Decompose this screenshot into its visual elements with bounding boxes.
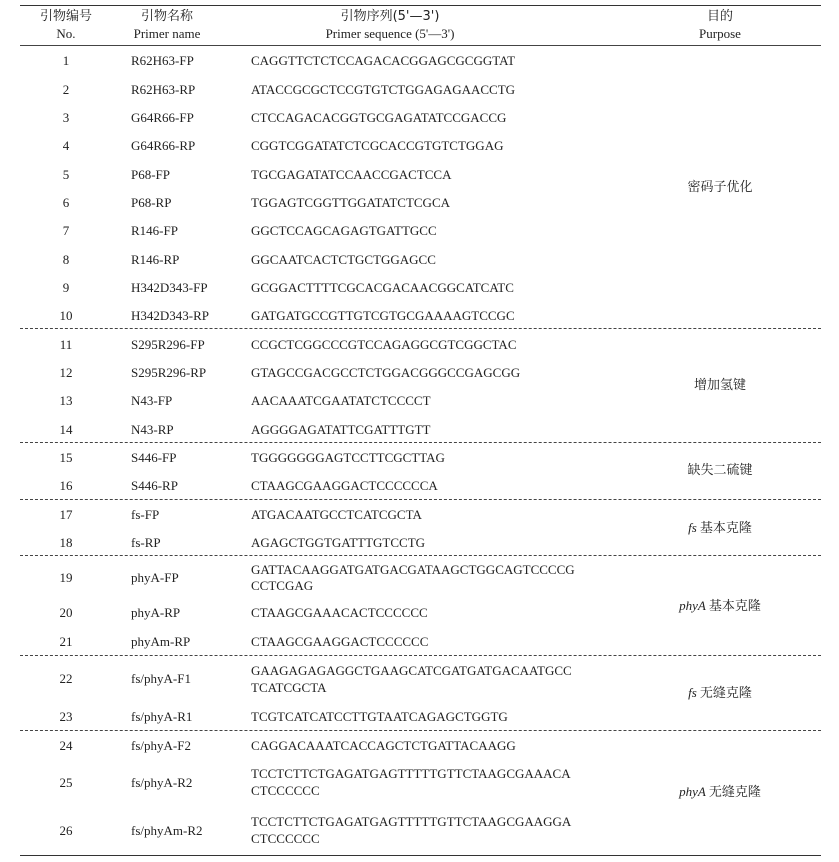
table-bottom-rule <box>20 855 821 856</box>
row-primer-name: N43-FP <box>131 393 173 408</box>
row-primer-name: fs/phyA-F1 <box>131 671 191 686</box>
row-no: 25 <box>59 775 73 790</box>
row-primer-name: N43-RP <box>131 422 174 437</box>
purpose-codon-optimization: 密码子优化 <box>687 180 753 195</box>
row-primer-name: phyAm-RP <box>131 634 191 649</box>
row-primer-name: H342D343-FP <box>131 280 208 295</box>
header-bottom-rule <box>20 45 821 46</box>
row-sequence: GCGGACTTTTCGCACGACAACGGCATCATC <box>251 280 514 295</box>
purpose-label: 基本克隆 <box>699 521 752 536</box>
row-no: 1 <box>62 53 70 68</box>
purpose-gene-name: phyA <box>679 598 706 613</box>
row-no: 6 <box>62 195 70 210</box>
group-divider <box>20 499 821 500</box>
header-sequence <box>250 8 530 42</box>
row-sequence: TGGAGTCGGTTGGATATCTCGCA <box>251 195 451 210</box>
row-sequence: CGGTCGGATATCTCGCACCGTGTCTGGAG <box>251 138 504 153</box>
purpose-fs-seamless-cloning <box>640 684 800 702</box>
row-primer-name: S446-RP <box>131 478 178 493</box>
header-no <box>20 8 112 42</box>
row-no: 21 <box>59 634 73 649</box>
header-name-en: Primer name <box>133 26 201 41</box>
header-name-zh: 引物名称 <box>140 9 193 24</box>
row-sequence: TGGGGGGGAGTCCTTCGCTTAG <box>251 450 445 465</box>
row-primer-name: fs/phyAm-R2 <box>131 823 203 838</box>
row-primer-name: phyA-RP <box>131 605 181 620</box>
row-primer-name: R146-RP <box>131 252 180 267</box>
header-seq-zh: 引物序列(5'—3') <box>340 9 440 24</box>
row-sequence: CTAAGCGAAGGACTCCCCCC <box>251 634 429 649</box>
purpose-fs-basic-cloning <box>640 519 800 537</box>
header-purpose-en: Purpose <box>699 26 741 41</box>
row-sequence: TCGTCATCATCCTTGTAATCAGAGCTGGTG <box>251 709 508 724</box>
row-no: 22 <box>59 671 73 686</box>
row-primer-name: R146-FP <box>131 223 178 238</box>
row-no: 16 <box>59 478 73 493</box>
row-sequence: TCCTCTTCTGAGATGAGTTTTTGTTCTAAGCGAAGGA <box>251 814 572 829</box>
row-no: 11 <box>59 337 73 352</box>
row-no: 23 <box>59 709 73 724</box>
purpose-label: 无缝克隆 <box>699 686 752 701</box>
row-sequence: AACAAATCGAATATCTCCCCT <box>251 393 431 408</box>
row-no: 24 <box>59 738 73 753</box>
row-no: 3 <box>62 110 70 125</box>
row-no: 20 <box>59 605 73 620</box>
header-no-en: No. <box>56 26 76 41</box>
purpose-label: 无缝克隆 <box>708 785 761 800</box>
group-divider <box>20 328 821 329</box>
row-no: 2 <box>62 82 70 97</box>
row-sequence: GGCAATCACTCTGCTGGAGCC <box>251 252 436 267</box>
row-sequence: TCCTCTTCTGAGATGAGTTTTTGTTCTAAGCGAAACA <box>251 766 571 781</box>
row-sequence: GAAGAGAGAGGCTGAAGCATCGATGATGACAATGCC <box>251 663 572 678</box>
row-no: 14 <box>59 422 73 437</box>
purpose-gene-name: phyA <box>679 784 706 799</box>
row-no: 10 <box>59 308 73 323</box>
row-primer-name: G64R66-FP <box>131 110 194 125</box>
row-primer-name: R62H63-RP <box>131 82 196 97</box>
purpose-gene-name: fs <box>688 520 697 535</box>
header-seq-en: Primer sequence (5'—3') <box>325 26 455 41</box>
row-sequence: TGCGAGATATCCAACCGACTCCA <box>251 167 452 182</box>
row-primer-name: phyA-FP <box>131 570 179 585</box>
purpose-delete-disulfide: 缺失二硫键 <box>687 463 753 478</box>
row-no: 5 <box>62 167 70 182</box>
row-sequence: CTAAGCGAAACACTCCCCCC <box>251 605 428 620</box>
row-sequence: CAGGACAAATCACCAGCTCTGATTACAAGG <box>251 738 516 753</box>
row-sequence: AGGGGAGATATTCGATTTGTT <box>251 422 431 437</box>
row-primer-name: S295R296-FP <box>131 337 205 352</box>
purpose-phya-seamless-cloning <box>640 783 800 801</box>
row-no: 26 <box>59 823 73 838</box>
row-no: 12 <box>59 365 73 380</box>
row-sequence: AGAGCTGGTGATTTGTCCTG <box>251 535 426 550</box>
row-primer-name: fs/phyA-R1 <box>131 709 193 724</box>
purpose-phya-basic-cloning <box>640 597 800 615</box>
row-no: 19 <box>59 570 73 585</box>
group-divider <box>20 442 821 443</box>
group-divider <box>20 730 821 731</box>
row-sequence: CAGGTTCTCTCCAGACACGGAGCGCGGTAT <box>251 53 516 68</box>
row-primer-name: fs-FP <box>131 507 160 522</box>
row-sequence: GATTACAAGGATGATGACGATAAGCTGGCAGTCCCCG <box>251 562 575 577</box>
row-primer-name: P68-RP <box>131 195 172 210</box>
row-primer-name: H342D343-RP <box>131 308 210 323</box>
row-sequence: GGCTCCAGCAGAGTGATTGCC <box>251 223 437 238</box>
row-primer-name: fs/phyA-R2 <box>131 775 193 790</box>
row-sequence-cont: CCTCGAG <box>251 578 314 593</box>
row-sequence: ATACCGCGCTCCGTGTCTGGAGAGAACCTG <box>251 82 516 97</box>
header-no-zh: 引物编号 <box>39 9 92 24</box>
row-sequence: CTAAGCGAAGGACTCCCCCCA <box>251 478 438 493</box>
row-no: 17 <box>59 507 73 522</box>
row-primer-name: S446-FP <box>131 450 177 465</box>
row-sequence-cont: CTCCCCCC <box>251 783 320 798</box>
group-divider <box>20 655 821 656</box>
header-purpose-zh: 目的 <box>706 9 733 24</box>
row-sequence-cont: CTCCCCCC <box>251 831 320 846</box>
row-primer-name: R62H63-FP <box>131 53 194 68</box>
row-primer-name: fs-RP <box>131 535 161 550</box>
row-primer-name: fs/phyA-F2 <box>131 738 191 753</box>
row-sequence: CTCCAGACACGGTGCGAGATATCCGACCG <box>251 110 507 125</box>
row-sequence-cont: TCATCGCTA <box>251 680 327 695</box>
row-no: 13 <box>59 393 73 408</box>
row-sequence: ATGACAATGCCTCATCGCTA <box>251 507 422 522</box>
row-primer-name: S295R296-RP <box>131 365 207 380</box>
purpose-add-hydrogen-bonds: 增加氢键 <box>693 378 746 393</box>
group-divider <box>20 555 821 556</box>
row-sequence: GATGATGCCGTTGTCGTGCGAAAAGTCCGC <box>251 308 515 323</box>
header-name <box>112 8 222 42</box>
row-no: 15 <box>59 450 73 465</box>
row-sequence: GTAGCCGACGCCTCTGGACGGGCCGAGCGG <box>251 365 521 380</box>
row-no: 9 <box>62 280 70 295</box>
table-top-rule <box>20 5 821 6</box>
purpose-label: 基本克隆 <box>708 599 761 614</box>
row-primer-name: G64R66-RP <box>131 138 196 153</box>
purpose-gene-name: fs <box>688 685 697 700</box>
row-no: 7 <box>62 223 70 238</box>
header-purpose <box>640 8 800 42</box>
row-no: 8 <box>62 252 70 267</box>
row-sequence: CCGCTCGGCCCGTCCAGAGGCGTCGGCTAC <box>251 337 517 352</box>
row-primer-name: P68-FP <box>131 167 171 182</box>
row-no: 18 <box>59 535 73 550</box>
row-no: 4 <box>62 138 70 153</box>
